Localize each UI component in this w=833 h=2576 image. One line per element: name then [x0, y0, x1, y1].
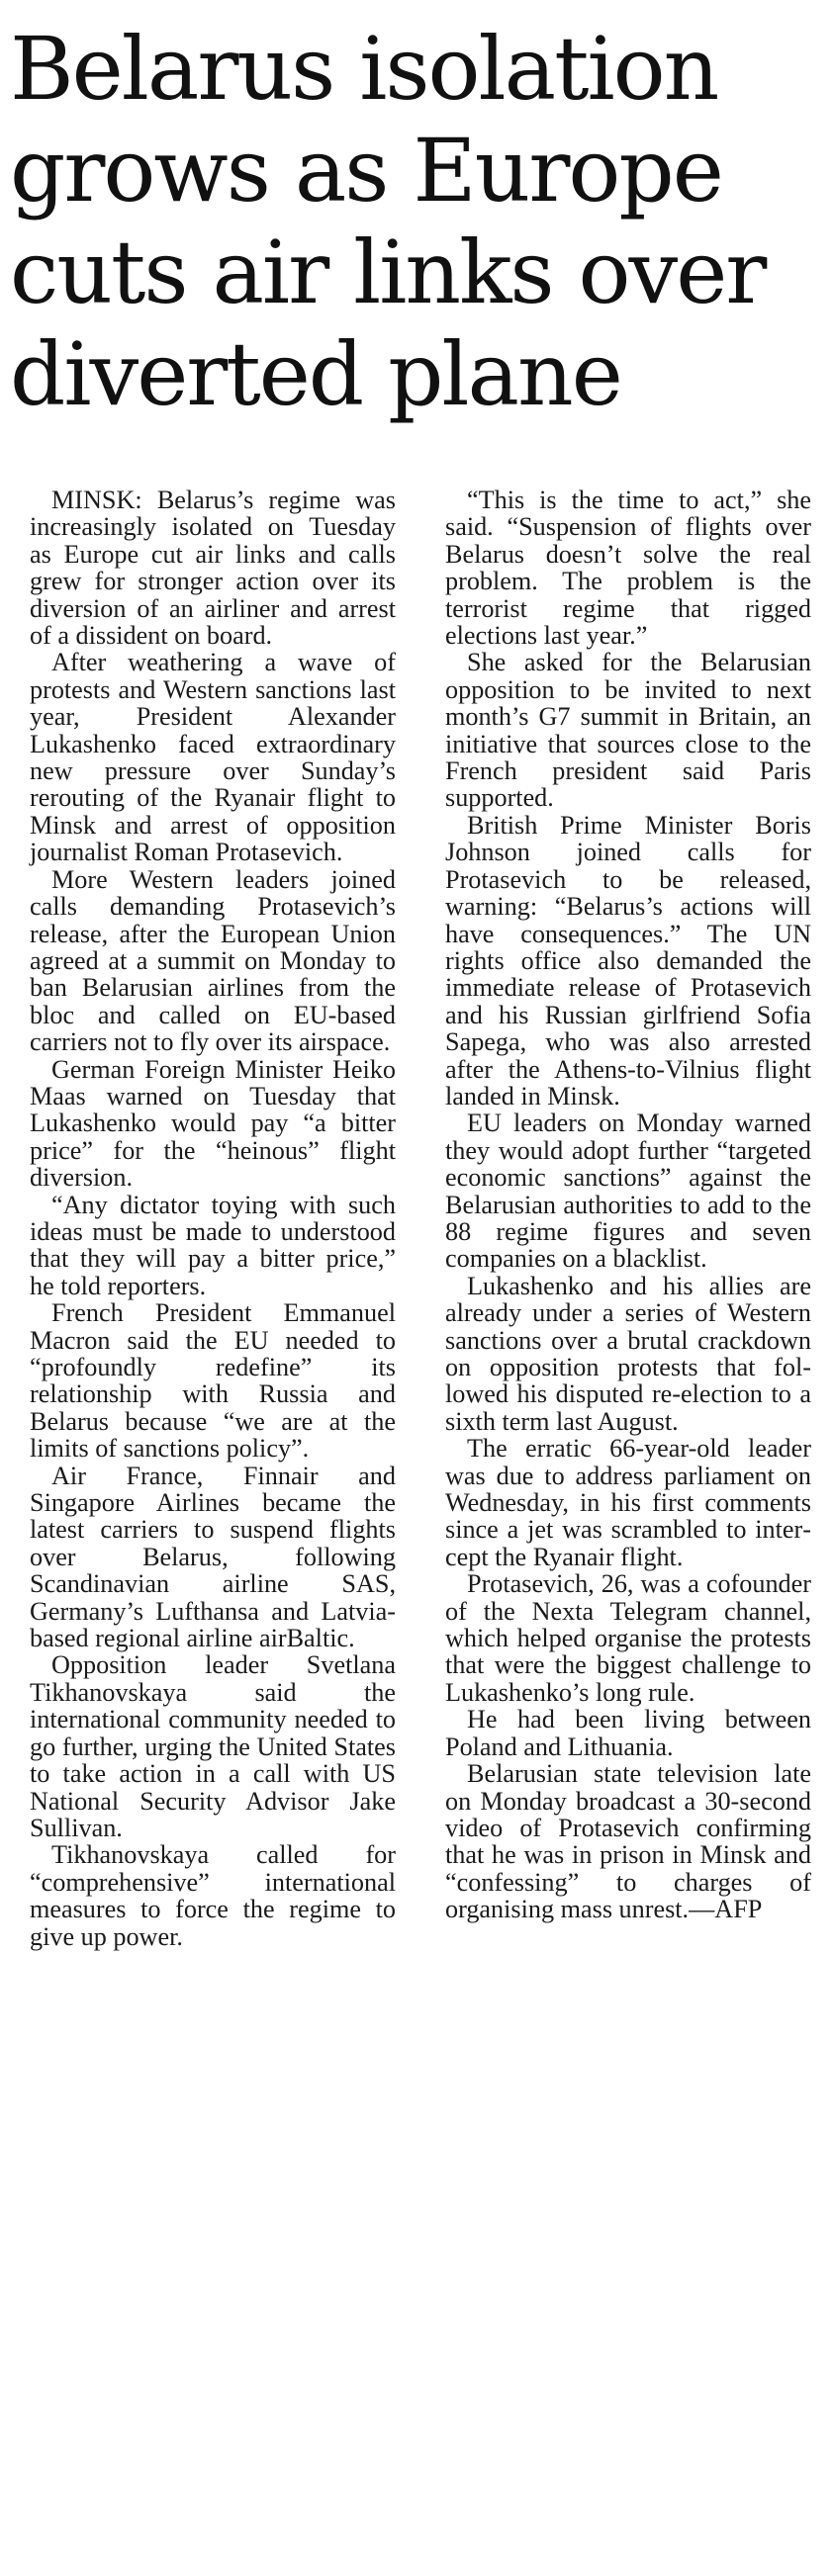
column-right [445, 487, 811, 2558]
headline-line: diverted plane [10, 323, 621, 425]
paragraph: EU leaders on Monday warned they would adopt further “targeted economic sanctions” against the Belarusian authorities to add to the 88 regime figures and seven companies on a blacklist. [445, 1109, 811, 1274]
paragraph: French President Emmanuel Macron said the EU needed to “profoundly redefine” its relationship with Russia and Belarus because “we are at the limits of sanctions policy”. [30, 1298, 396, 1464]
paragraph: German Foreign Minister Heiko Maas warned on Tuesday that Lukashenko would pay “a bitter price” for the “heinous” flight diversion. [30, 1054, 396, 1193]
paragraph: Opposition leader Svetlana Tikhanovskaya said the international community needed to go further, urging the United States to take action in a call with US National Security Advisor Jake Sullivan. [30, 1650, 396, 1842]
article-body [30, 487, 811, 2558]
paragraph: More Western leaders joined calls demanding Protasevich’s release, after the European Union agreed at a summit on Monday to ban Belarusian airlines from the bloc and called on EU-based carriers not to fly over its airspace. [30, 864, 396, 1057]
paragraph: She asked for the Belarusian opposition to be invited to next month’s G7 summit in Britain, an initiative that sources close to the French president said Paris supported. [445, 648, 811, 813]
column-left [30, 487, 396, 2558]
paragraph: After weathering a wave of protests and Western sanctions last year, President Alexander Lukashenko faced extraordinary new pressure over Sunday’s rerouting of the Ryanair flight to Minsk and arrest of opposition journalist Roman Protasevich. [30, 648, 396, 867]
paragraph: Tikhanovskaya called for “comprehensive” international measures to force the regime to give up power. [30, 1840, 396, 1951]
paragraph: MINSK: Belarus’s regime was increasingly isolated on Tuesday as Europe cut air links and calls grew for stronger action over its diversion of an airliner and arrest of a dissident on board. [30, 486, 396, 651]
paragraph: He had been living between Poland and Lithuania. [445, 1705, 811, 1761]
headline-line: Belarus isolation [10, 18, 718, 120]
headline-line: grows as Europe [10, 120, 722, 222]
paragraph: Protasevich, 26, was a cofounder of the Nexta Telegram channel, which helped organise the protests that were the biggest challenge to Lukashenko’s long rule. [445, 1569, 811, 1707]
paragraph: Lukashenko and his allies are already under a series of Western sanctions over a brutal crackdown on opposition protests that followed his disputed re-election to a sixth term last August. [445, 1271, 811, 1436]
headline-line: cuts air links over [10, 222, 766, 323]
paragraph: “Any dictator toying with such ideas must be made to understood that they will pay a bitter price,” he told reporters. [30, 1190, 396, 1300]
paragraph: “This is the time to act,” she said. “Suspension of flights over Belarus doesn’t solve the real problem. The problem is the terrorist regime that rigged elections last year.” [445, 486, 811, 651]
paragraph: The erratic 66-year-old leader was due to address parliament on Wednesday, in his first comments since a jet was scrambled to intercept the Ryanair flight. [445, 1434, 811, 1571]
paragraph: British Prime Minister Boris Johnson joined calls for Protasevich to be released, warning: “Belarus’s actions will have consequences.” The UN rights office also demanded the immediate release of Protasevich and his Russian girlfriend Sofia Sapega, who was also arrested after the Athens-to-Vilnius flight landed in Minsk. [445, 810, 811, 1110]
paragraph: Belarusian state television late on Monday broadcast a 30-second video of Protasevich confirming that he was in prison in Minsk and “confessing” to charges of organising mass unrest.—AFP [445, 1759, 811, 1924]
headline [10, 18, 823, 425]
paragraph: Air France, Finnair and Singapore Airlines became the latest carriers to suspend flights over Belarus, following Scandinavian airline SAS, Germany’s Lufthansa and Latvia-based regional airline airBaltic. [30, 1461, 396, 1653]
